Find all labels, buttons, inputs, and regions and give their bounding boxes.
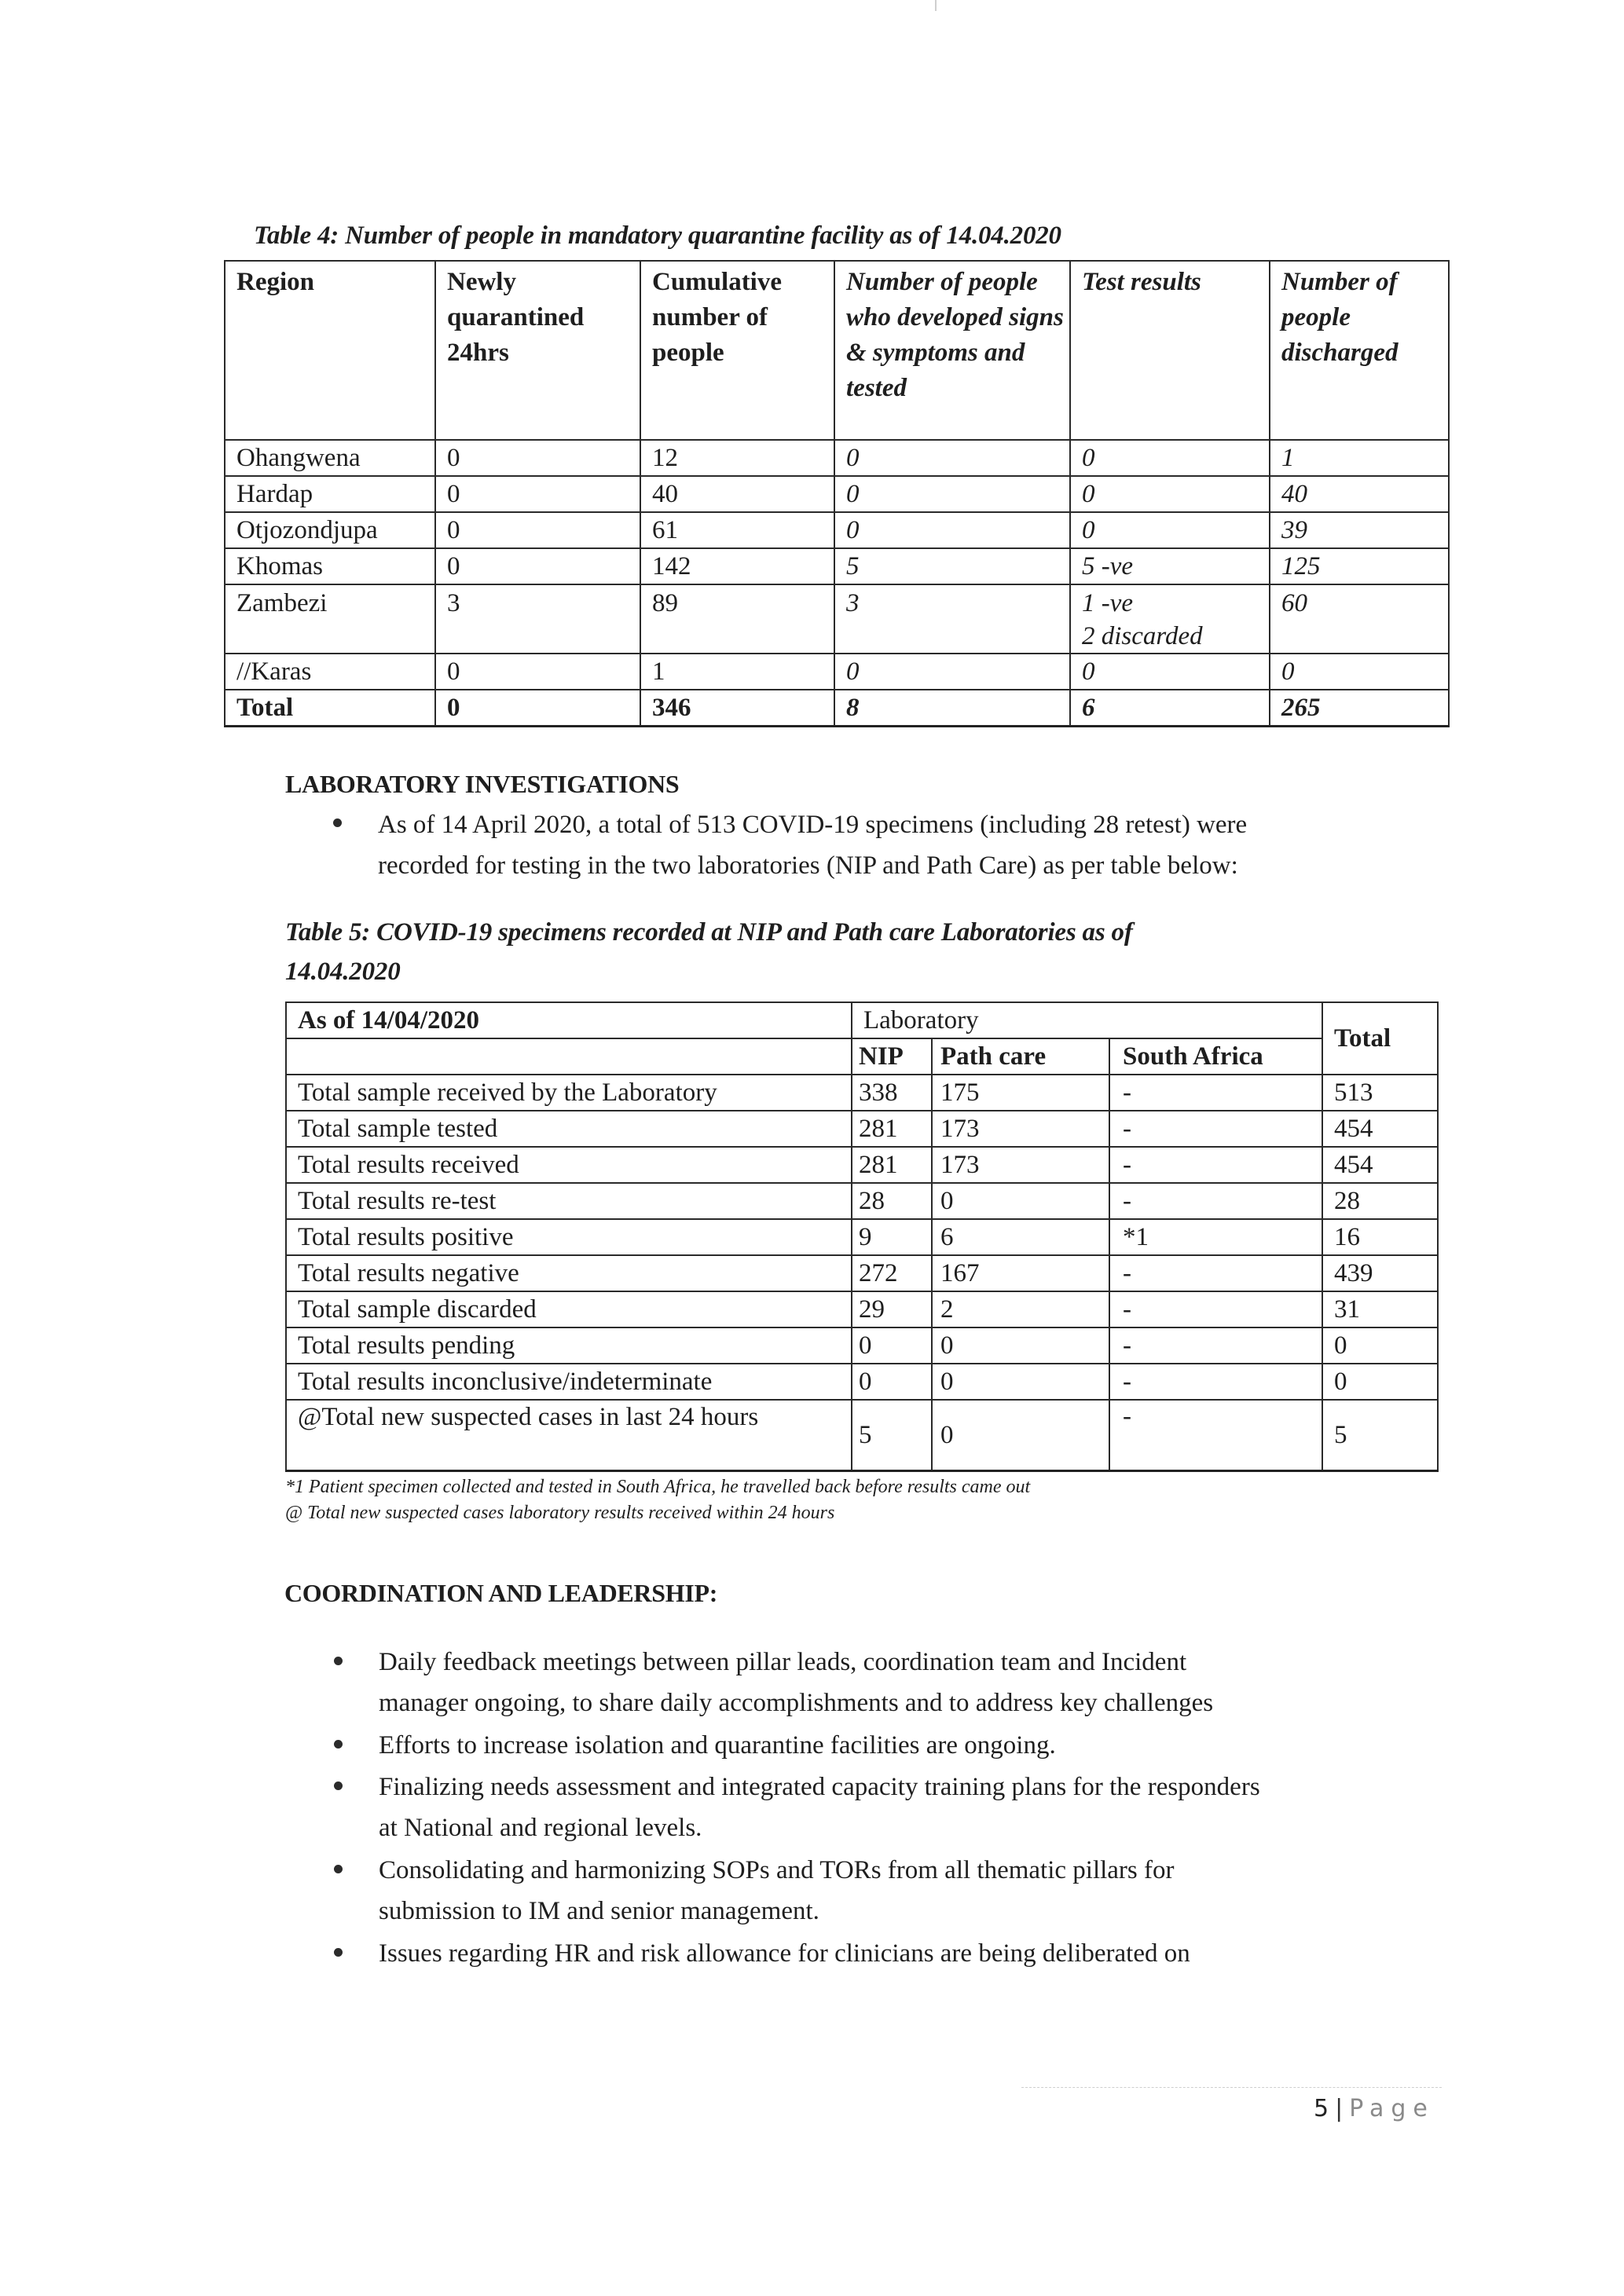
test-result-line: 0 [1082,657,1095,686]
coordination-bullet-item [379,1725,1494,1766]
cell-path-care: 0 [932,1327,1109,1364]
cell-south-africa: - [1109,1291,1322,1327]
table-row [225,584,1449,654]
cell-symptomatic: 8 [834,690,1070,727]
table-row [225,512,1449,548]
bullet-icon [334,1782,343,1790]
cell-nip: 28 [852,1183,932,1219]
cell-region: Zambezi [225,584,435,654]
header-symptomatic-tested: Number of people who developed signs & symptoms and tested [834,261,1070,440]
cell-nip: 5 [852,1400,932,1471]
cell-south-africa: - [1109,1111,1322,1147]
cell-nip: 338 [852,1075,932,1111]
cell-path-care: 0 [932,1364,1109,1400]
header-newly-quarantined: Newly quarantined 24hrs [435,261,640,440]
cell-label: Total sample tested [286,1111,852,1147]
cell-path-care: 175 [932,1075,1109,1111]
cell-cumulative: 89 [640,584,834,654]
cell-discharged: 60 [1270,584,1449,654]
page-separator: | [1335,2095,1344,2122]
cell-nip: 0 [852,1364,932,1400]
cell-symptomatic: 0 [834,476,1070,512]
header-laboratory: Laboratory [852,1002,1322,1038]
bullet-icon [334,1657,343,1665]
cell-cumulative: 142 [640,548,834,584]
cell-symptomatic: 0 [834,512,1070,548]
text-line: Efforts to increase isolation and quarantine facilities are ongoing. [379,1731,1056,1760]
cell-cumulative: 12 [640,440,834,476]
cell-total: 454 [1322,1147,1438,1183]
cell-path-care: 173 [932,1147,1109,1183]
cell-total: 31 [1322,1291,1438,1327]
table-row [286,1183,1438,1219]
cell-test-results [1070,440,1270,476]
bullet-icon [333,818,342,827]
cell-label: Total results negative [286,1255,852,1291]
cell-label: Total results pending [286,1327,852,1364]
cell-path-care: 173 [932,1111,1109,1147]
header-empty [286,1038,852,1075]
cell-newly-quarantined: 3 [435,584,640,654]
cell-south-africa: *1 [1109,1219,1322,1255]
cell-total: 454 [1322,1111,1438,1147]
caption-line: 14.04.2020 [285,958,401,986]
cell-label: Total results positive [286,1219,852,1255]
table-subheader-row [286,1038,1438,1075]
header-test-results: Test results [1070,261,1270,440]
cell-total: 0 [1322,1364,1438,1400]
text-line: Finalizing needs assessment and integrated capacity training plans for the responders [379,1773,1260,1801]
table-row [286,1111,1438,1147]
cell-total: 0 [1322,1327,1438,1364]
cell-south-africa: - [1109,1364,1322,1400]
table4-caption: Table 4: Number of people in mandatory quarantine facility as of 14.04.2020 [254,222,1061,250]
cell-region: Otjozondjupa [225,512,435,548]
text-line: As of 14 April 2020, a total of 513 COVID-19 specimens (including 28 retest) were [378,811,1248,839]
cell-symptomatic: 3 [834,584,1070,654]
header-path-care: Path care [932,1038,1109,1075]
cell-discharged: 125 [1270,548,1449,584]
text-line: Daily feedback meetings between pillar leads, coordination team and Incident [379,1648,1187,1676]
bullet-icon [334,1865,343,1873]
cell-newly-quarantined: 0 [435,690,640,727]
cell-total: 439 [1322,1255,1438,1291]
test-result-line: 2 discarded [1082,622,1203,650]
test-result-line: 1 -ve [1082,589,1134,617]
header-nip: NIP [852,1038,932,1075]
cell-label: Total sample discarded [286,1291,852,1327]
cell-discharged: 1 [1270,440,1449,476]
coordination-bullet-item [379,1642,1494,1723]
test-result-line: 0 [1082,480,1095,508]
test-result-line: 0 [1082,444,1095,472]
cell-label: @Total new suspected cases in last 24 hours [286,1400,852,1471]
test-result-line: 6 [1082,694,1095,722]
table-row [286,1291,1438,1327]
table-row [286,1364,1438,1400]
header-south-africa: South Africa [1109,1038,1322,1075]
cell-newly-quarantined: 0 [435,548,640,584]
text-line: submission to IM and senior management. [379,1897,819,1925]
cell-path-care: 0 [932,1183,1109,1219]
cell-test-results [1070,584,1270,654]
cell-total: 28 [1322,1183,1438,1219]
cell-discharged: 39 [1270,512,1449,548]
bullet-icon [334,1948,343,1957]
cell-newly-quarantined: 0 [435,654,640,690]
cell-discharged: 265 [1270,690,1449,727]
lab-bullet-text [378,804,1478,886]
header-region: Region [225,261,435,440]
cell-region: Khomas [225,548,435,584]
page-number [1314,2095,1435,2122]
cell-nip: 29 [852,1291,932,1327]
cell-region: Total [225,690,435,727]
header-as-of: As of 14/04/2020 [286,1002,852,1038]
cell-path-care: 6 [932,1219,1109,1255]
test-result-line: 5 -ve [1082,552,1134,580]
lab-section-heading: LABORATORY INVESTIGATIONS [285,770,680,798]
cell-cumulative: 40 [640,476,834,512]
cell-label: Total results inconclusive/indeterminate [286,1364,852,1400]
cell-south-africa: - [1109,1255,1322,1291]
cell-total: 513 [1322,1075,1438,1111]
cell-test-results [1070,548,1270,584]
cell-south-africa: - [1109,1400,1322,1471]
footnote-suspected-cases: @ Total new suspected cases laboratory results received within 24 hours [285,1503,835,1523]
page-number-value: 5 [1314,2095,1329,2122]
cell-discharged: 40 [1270,476,1449,512]
cell-cumulative: 346 [640,690,834,727]
footnote-south-africa: *1 Patient specimen collected and tested in South Africa, he travelled back before results came out [285,1477,1031,1497]
table-header-row [286,1002,1438,1038]
table-row [225,548,1449,584]
caption-line: Table 5: COVID-19 specimens recorded at NIP and Path care Laboratories as of [285,918,1133,947]
test-result-line: 0 [1082,516,1095,544]
text-line: recorded for testing in the two laboratories (NIP and Path Care) as per table below: [378,851,1238,880]
coordination-bullet-item [379,1767,1494,1848]
text-line: Consolidating and harmonizing SOPs and TORs from all thematic pillars for [379,1856,1175,1884]
cell-nip: 281 [852,1111,932,1147]
cell-path-care: 2 [932,1291,1109,1327]
text-line: Issues regarding HR and risk allowance for clinicians are being deliberated on [379,1939,1190,1968]
table-row [225,440,1449,476]
table-header-row [225,261,1449,440]
text-line: manager ongoing, to share daily accomplishments and to address key challenges [379,1689,1214,1717]
coordination-bullet-item [379,1850,1494,1932]
cell-test-results [1070,654,1270,690]
scan-artifact [935,0,937,11]
cell-nip: 0 [852,1327,932,1364]
cell-label: Total results received [286,1147,852,1183]
cell-newly-quarantined: 0 [435,476,640,512]
cell-nip: 272 [852,1255,932,1291]
table-row [225,476,1449,512]
cell-south-africa: - [1109,1327,1322,1364]
table-row [286,1327,1438,1364]
cell-total: 5 [1322,1400,1438,1471]
cell-south-africa: - [1109,1183,1322,1219]
cell-test-results [1070,512,1270,548]
quarantine-table [224,260,1450,727]
cell-cumulative: 1 [640,654,834,690]
cell-symptomatic: 5 [834,548,1070,584]
coordination-section-heading: COORDINATION AND LEADERSHIP: [284,1579,718,1607]
cell-nip: 281 [852,1147,932,1183]
cell-total: 16 [1322,1219,1438,1255]
header-cumulative: Cumulative number of people [640,261,834,440]
cell-label: Total results re-test [286,1183,852,1219]
table-row [225,654,1449,690]
cell-newly-quarantined: 0 [435,440,640,476]
cell-discharged: 0 [1270,654,1449,690]
cell-cumulative: 61 [640,512,834,548]
cell-symptomatic: 0 [834,440,1070,476]
cell-south-africa: - [1109,1147,1322,1183]
cell-path-care: 167 [932,1255,1109,1291]
cell-south-africa: - [1109,1075,1322,1111]
specimens-table [285,1002,1439,1472]
cell-test-results [1070,690,1270,727]
header-total: Total [1322,1002,1438,1075]
cell-path-care: 0 [932,1400,1109,1471]
coordination-bullet-item [379,1933,1494,1974]
footer-divider [1021,2087,1442,2088]
cell-test-results [1070,476,1270,512]
table5-caption [285,913,1385,991]
cell-region: Hardap [225,476,435,512]
table-row [286,1400,1438,1471]
bullet-icon [334,1740,343,1749]
cell-region: Ohangwena [225,440,435,476]
table-row [286,1255,1438,1291]
table-total-row [225,690,1449,727]
cell-nip: 9 [852,1219,932,1255]
cell-region: //Karas [225,654,435,690]
header-discharged: Number of people discharged [1270,261,1449,440]
cell-label: Total sample received by the Laboratory [286,1075,852,1111]
cell-newly-quarantined: 0 [435,512,640,548]
table-row [286,1147,1438,1183]
table-row [286,1219,1438,1255]
table-row [286,1075,1438,1111]
text-line: at National and regional levels. [379,1814,702,1842]
page-label: Page [1349,2095,1435,2122]
cell-symptomatic: 0 [834,654,1070,690]
